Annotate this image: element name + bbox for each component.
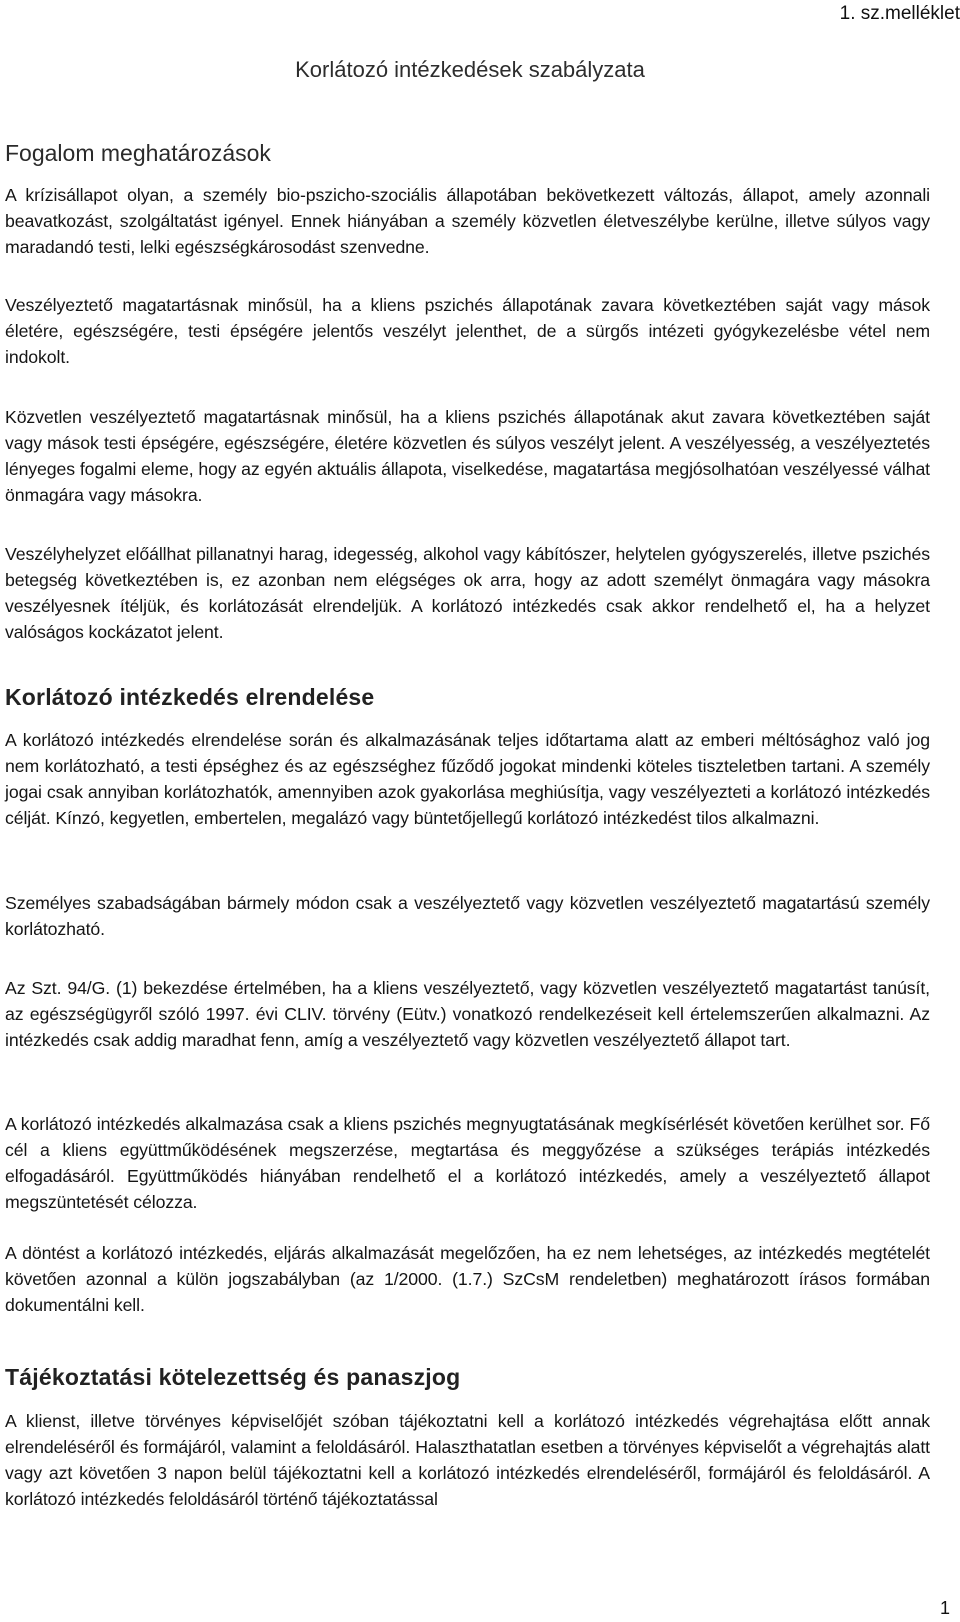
paragraph-information-duty: A klienst, illetve törvényes képviselőjét szóban tájékoztatni kell a korlátozó intézkedés végrehajtása előtt annak elrendeléséről és formájáról, valamint a feloldásáról. Halaszthatatlan esetben a törvényes képviselőt a végrehajtás alatt vagy azt követően 3 napon belül tájékoztatni kell a korlátozó intézkedés elrendeléséről, formájáról és feloldásáról. A korlátozó intézkedés feloldásáról történő tájékoztatással [5, 1411, 930, 1509]
paragraph-personal-freedom: Személyes szabadságában bármely módon csak a veszélyeztető vagy közvetlen veszélyeztető magatartású személy korlátozható. [5, 893, 930, 939]
paragraph-endangering-behavior: Veszélyeztető magatartásnak minősül, ha a kliens pszichés állapotának zavara következtében saját vagy mások életére, egészségére, testi épségére jelentős veszélyt jelenthet, de a sürgős intézeti gyógykezelésbe vétel nem indokolt. [5, 295, 930, 367]
paragraph-crisis-state: A krízisállapot olyan, a személy bio-pszicho-szociális állapotában bekövetkezett változás, állapot, amely azonnali beavatkozást, szolgáltatást igényel. Ennek hiányában a személy közvetlen életveszélybe kerülne, illetve súlyos vagy maradandó testi, lelki egészségkárosodást szenvedne. [5, 185, 930, 257]
page-number: 1 [939, 1598, 950, 1618]
heading-definitions: Fogalom meghatározások [5, 140, 271, 166]
paragraph-dignity-rights: A korlátozó intézkedés elrendelése során és alkalmazásának teljes időtartama alatt az emberi méltósághoz való jog nem korlátozható, a testi épséghez és az egészséghez fűződő jogokat mindenki köteles tiszteletben tartani. A személy jogai csak annyiban korlátozhatók, amennyiben azok gyakorlása meghiúsítja, vagy veszélyezteti a korlátozó intézkedés célját. Kínzó, kegyetlen, embertelen, megalázó vagy büntetőjellegű korlátozó intézkedést tilos alkalmazni. [5, 730, 930, 828]
annex-label: 1. sz.melléklet [839, 3, 960, 24]
document-title: Korlátozó intézkedések szabályzata [295, 57, 645, 82]
heading-ordering: Korlátozó intézkedés elrendelése [5, 684, 375, 710]
paragraph-direct-endangering-behavior: Közvetlen veszélyeztető magatartásnak minősül, ha a kliens pszichés állapotának akut zavara következtében saját vagy mások testi épségére, egészségére, életére közvetlen és súlyos veszélyt jelent. A veszélyesség, a veszélyeztetés lényeges fogalmi eleme, hogy az egyén aktuális állapota, viselkedése, magatartása megjósolhatóan veszélyessé válhat önmagára vagy másokra. [5, 407, 930, 505]
paragraph-szt-reference: Az Szt. 94/G. (1) bekezdése értelmében, ha a kliens veszélyeztető, vagy közvetlen veszélyeztető magatartást tanúsít, az egészségügyről szóló 1997. évi CLIV. törvény (Eütv.) vonatkozó rendelkezéseit kell értelemszerűen alkalmazni. Az intézkedés csak addig maradhat fenn, amíg a veszélyeztető vagy közvetlen veszélyeztető állapot tart. [5, 978, 930, 1050]
heading-information-complaint: Tájékoztatási kötelezettség és panaszjog [5, 1364, 461, 1390]
paragraph-danger-situation: Veszélyhelyzet előállhat pillanatnyi harag, idegesség, alkohol vagy kábítószer, helytelen gyógyszerelés, illetve pszichés betegség következtében is, ez azonban nem elégséges ok arra, hogy az adott személyt önmagára vagy másokra veszélyesnek ítéljük, és korlátozását elrendeljük. A korlátozó intézkedés csak akkor rendelhető el, ha a helyzet valóságos kockázatot jelent. [5, 544, 930, 642]
paragraph-calming-attempt: A korlátozó intézkedés alkalmazása csak a kliens pszichés megnyugtatásának megkísérlését követően kerülhet sor. Fő cél a kliens együttműködésének megszerzése, megtartása és meggyőzése a szükséges terápiás intézkedés elfogadásáról. Együttműködés hiányában rendelhető el a korlátozó intézkedés, amely a veszélyeztető állapot megszüntetését célozza. [5, 1114, 930, 1212]
paragraph-documentation: A döntést a korlátozó intézkedés, eljárás alkalmazását megelőzően, ha ez nem lehetséges, az intézkedés megtételét követően azonnal a külön jogszabályban (az 1/2000. (1.7.) SzCsM rendeletben) meghatározott írásos formában dokumentálni kell. [5, 1243, 930, 1315]
